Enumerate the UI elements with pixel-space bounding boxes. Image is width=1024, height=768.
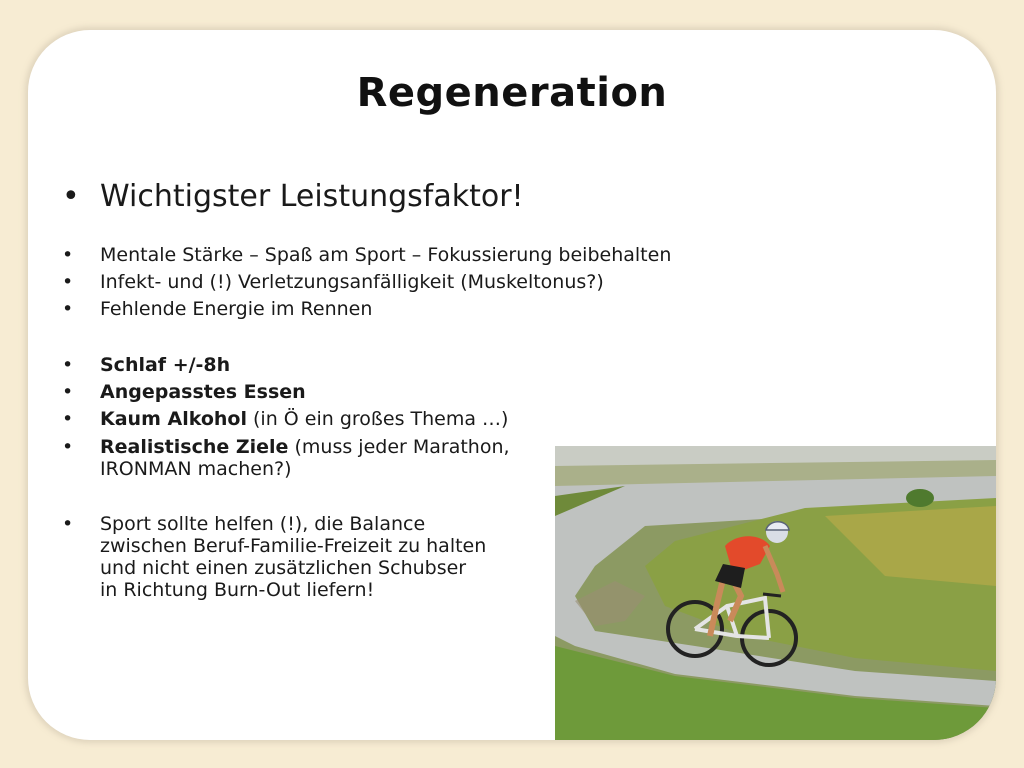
list-item xyxy=(62,242,671,269)
slide-card xyxy=(28,30,996,740)
bullet-icon: • xyxy=(62,244,74,266)
slide-title: Regeneration xyxy=(356,70,668,116)
list-item xyxy=(62,296,671,323)
list-item xyxy=(62,406,510,433)
closing-line: zwischen Beruf-Familie-Freizeit zu halten xyxy=(100,535,487,557)
list-item xyxy=(62,178,524,216)
closing-line: und nicht einen zusätzlichen Schubser xyxy=(100,557,467,579)
closing-line: Sport sollte helfen (!), die Balance xyxy=(100,513,426,535)
cyclist-photo xyxy=(555,446,996,740)
measure-note: (in Ö ein großes Thema …) xyxy=(246,408,509,430)
list-item xyxy=(62,269,671,296)
closing-line: in Richtung Burn-Out liefern! xyxy=(100,579,375,601)
measure-note: (muss jeder Marathon, xyxy=(288,436,510,458)
point-text: Infekt- und (!) Verletzungsanfälligkeit (Muskeltonus?) xyxy=(100,271,604,293)
points-list xyxy=(62,242,671,323)
measures-list xyxy=(62,352,510,480)
list-item xyxy=(62,379,510,406)
measure-bold: Realistische Ziele xyxy=(100,436,289,458)
measure-bold: Schlaf +/-8h xyxy=(100,354,231,376)
measure-bold: Kaum Alkohol xyxy=(100,408,247,430)
bullet-icon: • xyxy=(62,354,74,376)
bullet-icon: • xyxy=(62,381,74,403)
point-text: Fehlende Energie im Rennen xyxy=(100,298,373,320)
bullet-icon: • xyxy=(62,513,74,535)
headline-list xyxy=(62,178,524,216)
headline-text: Wichtigster Leistungsfaktor! xyxy=(100,179,524,214)
list-item xyxy=(62,513,486,601)
bullet-icon: • xyxy=(62,436,74,458)
closing-list xyxy=(62,513,486,601)
list-item xyxy=(62,436,510,480)
bullet-icon: • xyxy=(62,298,74,320)
bullet-icon: • xyxy=(62,179,80,214)
measure-bold: Angepasstes Essen xyxy=(100,381,306,403)
point-text: Mentale Stärke – Spaß am Sport – Fokussierung beibehalten xyxy=(100,244,672,266)
bullet-icon: • xyxy=(62,271,74,293)
measure-note: IRONMAN machen?) xyxy=(100,458,292,480)
bullet-icon: • xyxy=(62,408,74,430)
list-item xyxy=(62,352,510,379)
